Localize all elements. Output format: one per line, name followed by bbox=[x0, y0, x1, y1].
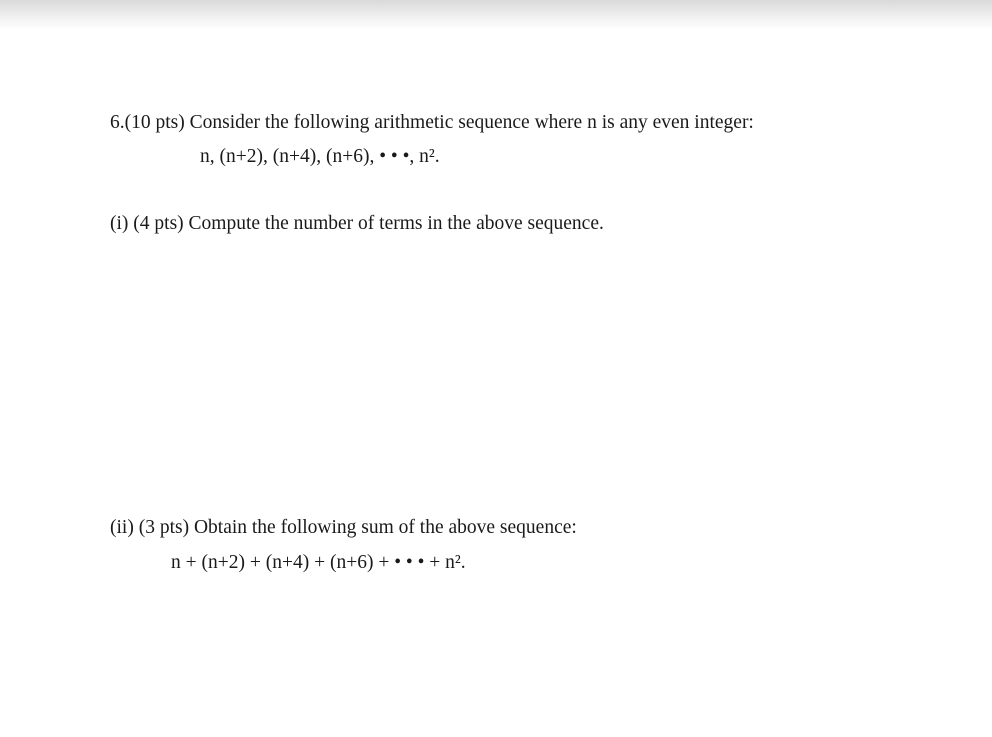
part-ii-prompt: (ii) (3 pts) Obtain the following sum of the above sequence: bbox=[110, 517, 577, 538]
top-shadow-bar bbox=[0, 0, 992, 30]
question-heading: 6.(10 pts) Consider the following arithmetic sequence where n is any even integer: bbox=[110, 112, 754, 133]
sequence-expression: n, (n+2), (n+4), (n+6), • • •, n². bbox=[200, 146, 440, 167]
part-i-prompt: (i) (4 pts) Compute the number of terms in the above sequence. bbox=[110, 213, 604, 234]
sum-expression: n + (n+2) + (n+4) + (n+6) + • • • + n². bbox=[171, 552, 466, 573]
